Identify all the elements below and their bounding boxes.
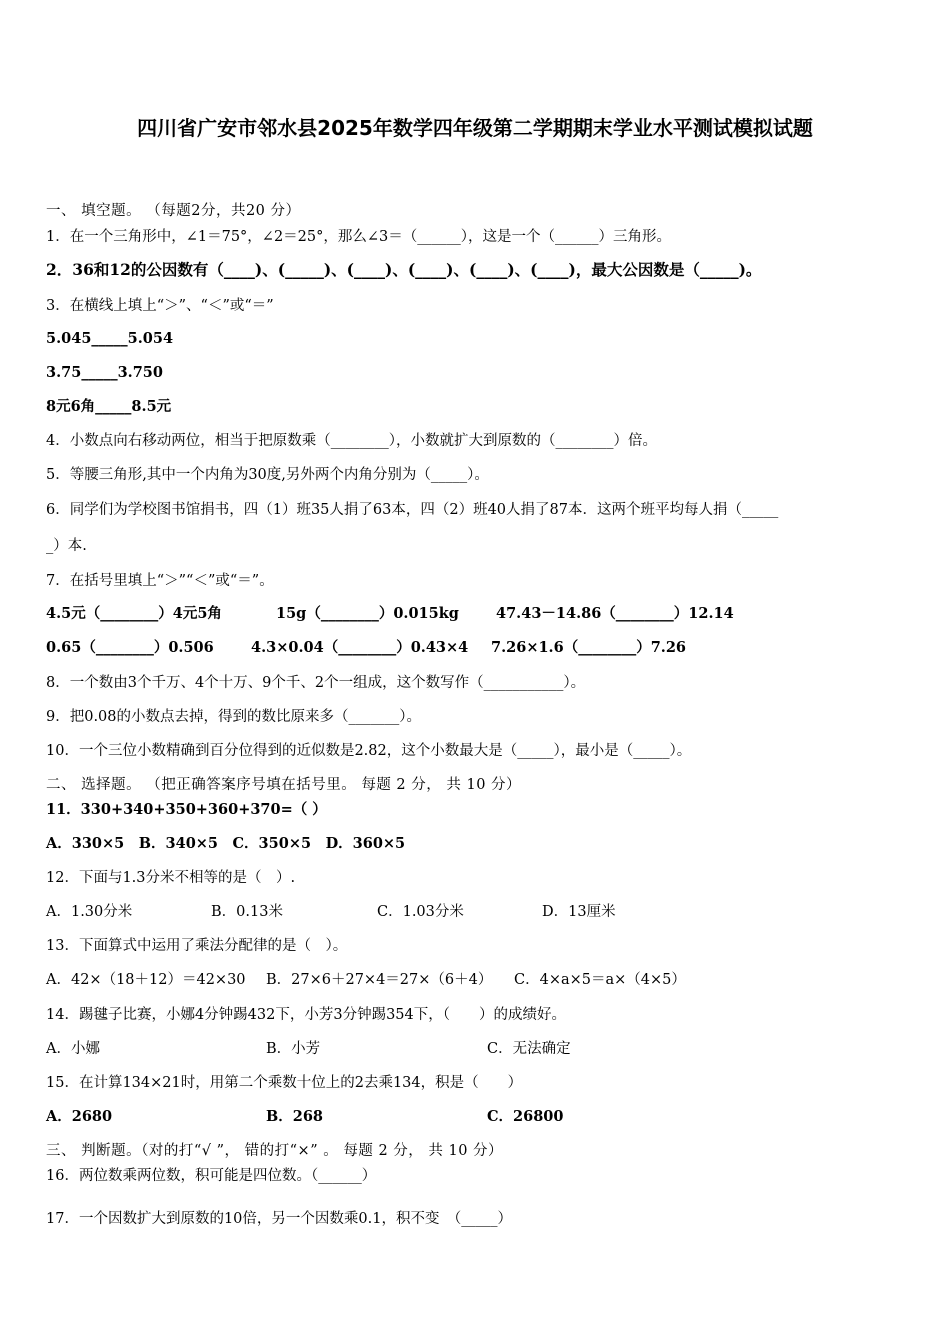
question-12-option-a: A．1.30分米: [46, 904, 133, 920]
question-7-item-6: 7.26×1.6（________）7.26: [491, 639, 687, 656]
question-1: 1．在一个三角形中，∠1＝75°，∠2＝25°，那么∠3＝（______），这是一个（______）三角形。: [46, 229, 671, 245]
question-8: 8．一个数由3个千万、4个十万、9个千、2个一组成，这个数写作（___________）。: [46, 675, 586, 691]
question-14-option-c: C．无法确定: [487, 1041, 571, 1057]
question-3-item-b: 3.75_____3.750: [46, 364, 163, 381]
question-7-item-2: 15g（________）0.015kg: [276, 605, 459, 622]
question-14-option-a: A．小娜: [46, 1041, 100, 1057]
question-5: 5．等腰三角形,其中一个内角为30度,另外两个内角分别为（_____）。: [46, 467, 489, 483]
question-17: 17．一个因数扩大到原数的10倍，另一个因数乘0.1，积不变 （_____）: [46, 1211, 512, 1227]
question-9: 9．把0.08的小数点去掉，得到的数比原来多（_______）。: [46, 709, 422, 725]
question-7-item-1: 4.5元（________）4元5角: [46, 605, 222, 622]
question-15: 15．在计算134×21时，用第二个乘数十位上的2去乘134，积是（ ）: [46, 1075, 523, 1091]
question-3-item-a: 5.045_____5.054: [46, 330, 174, 347]
question-12: 12．下面与1.3分米不相等的是（ ）.: [46, 870, 296, 886]
question-4: 4．小数点向右移动两位，相当于把原数乘（________），小数就扩大到原数的（________）倍。: [46, 433, 657, 449]
page-title: 四川省广安市邻水县2025年数学四年级第二学期期末学业水平测试模拟试题: [137, 116, 813, 140]
question-7: 7．在括号里填上“＞”“＜”或“＝”。: [46, 573, 274, 589]
question-7-item-5: 4.3×0.04（________）0.43×4: [251, 639, 469, 656]
question-16: 16．两位数乘两位数，积可能是四位数。（______）: [46, 1168, 377, 1184]
question-12-option-d: D．13厘米: [542, 904, 616, 920]
question-14: 14．踢毽子比赛，小娜4分钟踢432下，小芳3分钟踢354下，（ ）的成绩好。: [46, 1007, 567, 1023]
question-13-option-a: A．42×（18＋12）＝42×30: [46, 972, 246, 988]
question-11-options: A．330×5 B．340×5 C．350×5 D．360×5: [46, 835, 406, 852]
question-15-option-c: C．26800: [487, 1108, 564, 1125]
question-3-item-c: 8元6角_____8.5元: [46, 398, 172, 415]
section-choice-heading: 二、 选择题。 （把正确答案序号填在括号里。 每题 2 分， 共 10 分）: [46, 777, 522, 793]
question-10: 10．一个三位小数精确到百分位得到的近似数是2.82，这个小数最大是（_____），最小是（_____）。: [46, 743, 692, 759]
section-judge-heading: 三、 判断题。（对的打“√ ”， 错的打“×” 。 每题 2 分， 共 10 分）: [46, 1143, 504, 1159]
question-3: 3．在横线上填上“＞”、“＜”或“＝”: [46, 298, 274, 314]
question-14-option-b: B．小芳: [266, 1041, 321, 1057]
question-13-option-c: C．4×a×5＝a×（4×5）: [514, 972, 686, 988]
question-12-option-c: C．1.03分米: [377, 904, 464, 920]
question-11: 11．330+340+350+360+370=（ ）: [46, 801, 327, 818]
section-fill-heading: 一、 填空题。 （每题2分，共20 分）: [46, 203, 301, 219]
question-6-line-1: 6．同学们为学校图书馆捐书，四（1）班35人捐了63本，四（2）班40人捐了87本．这两个班平均每人捐（_____: [46, 502, 779, 518]
question-15-option-a: A．2680: [46, 1108, 113, 1125]
question-13: 13．下面算式中运用了乘法分配律的是（ ）。: [46, 938, 348, 954]
question-12-option-b: B．0.13米: [211, 904, 283, 920]
question-2: 2．36和12的公因数有（____)、(_____)、(____)、(____)、(____)、(____)，最大公因数是（_____)。: [46, 260, 762, 279]
question-6-line-2: _）本.: [46, 538, 87, 554]
question-13-option-b: B．27×6＋27×4＝27×（6＋4）: [266, 972, 493, 988]
question-7-item-3: 47.43－14.86（________）12.14: [496, 605, 734, 622]
question-7-item-4: 0.65（________）0.506: [46, 639, 214, 656]
question-15-option-b: B．268: [266, 1108, 324, 1125]
